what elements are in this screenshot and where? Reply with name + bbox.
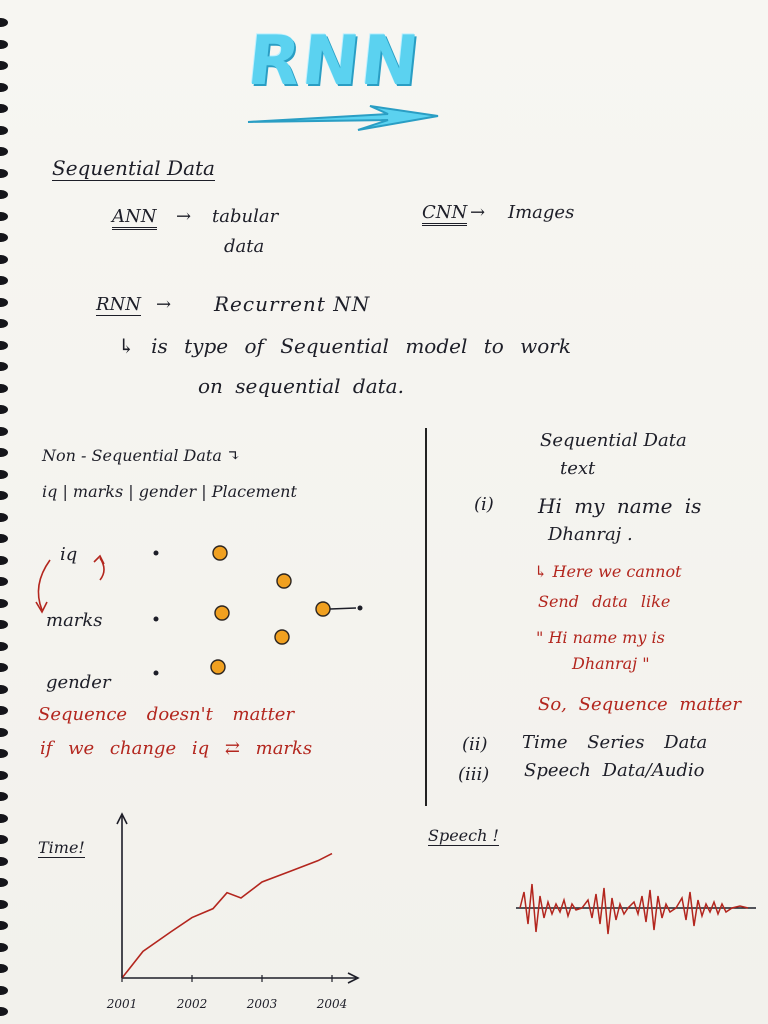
binding-ring (0, 577, 8, 586)
binding-ring (0, 212, 8, 221)
binding-ring (0, 319, 8, 328)
binding-ring (0, 147, 8, 156)
binding-ring (0, 857, 8, 866)
chart-series-line (122, 854, 332, 978)
red-note-line4: Dhanraj " (572, 654, 650, 673)
sequential-heading: Sequential Data (540, 430, 687, 451)
binding-ring (0, 706, 8, 715)
binding-ring (0, 341, 8, 350)
binding-ring (0, 556, 8, 565)
chart-x-tick-label: 2003 (246, 997, 278, 1011)
non-sequential-heading: Non - Sequential Data ↴ (42, 446, 241, 465)
chart-x-tick-label: 2002 (176, 997, 208, 1011)
binding-ring (0, 233, 8, 242)
item3-number: (iii) (458, 764, 490, 785)
binding-ring (0, 964, 8, 973)
row-label-iq: iq (60, 544, 78, 565)
row-label-marks: marks (46, 610, 103, 631)
binding-ring (0, 255, 8, 264)
binding-ring (0, 362, 8, 371)
rnn-definition-line1: ↳ is type of Sequential model to work (118, 334, 571, 358)
binding-ring (0, 943, 8, 952)
binding-ring (0, 534, 8, 543)
time-label: Time! (38, 838, 85, 857)
binding-ring (0, 61, 8, 70)
ann-desc-line2: data (224, 236, 265, 257)
row-label-gender: gender (46, 672, 111, 693)
binding-ring (0, 104, 8, 113)
item1-line2: Dhanraj . (548, 524, 633, 545)
rnn-full-name: Recurrent NN (214, 292, 371, 316)
red-note-line3: " Hi name my is (536, 628, 665, 647)
rnn-label: RNN (96, 294, 142, 315)
ann-desc-line1: tabular (212, 206, 279, 227)
item1-number: (i) (474, 494, 494, 515)
binding-ring (0, 986, 8, 995)
rnn-definition-line2: on sequential data. (198, 374, 404, 398)
binding-ring (0, 513, 8, 522)
non-sequential-columns: iq | marks | gender | Placement (42, 482, 297, 501)
binding-ring (0, 749, 8, 758)
sequential-subheading: text (560, 458, 596, 479)
title-lightning-underline (238, 100, 448, 140)
binding-ring (0, 878, 8, 887)
binding-ring (0, 83, 8, 92)
binding-ring (0, 169, 8, 178)
binding-ring (0, 276, 8, 285)
item1-line1: Hi my name is (538, 494, 702, 518)
binding-ring (0, 126, 8, 135)
binding-ring (0, 900, 8, 909)
binding-ring (0, 685, 8, 694)
item2-text: Time Series Data (522, 732, 708, 753)
cnn-label: CNN (422, 202, 467, 226)
swap-arrows-and-dots (30, 540, 410, 690)
binding-ring (0, 642, 8, 651)
binding-ring (0, 384, 8, 393)
binding-ring (0, 792, 8, 801)
spiral-binding (0, 0, 20, 1024)
chart-x-tick-label: 2004 (316, 997, 348, 1011)
binding-ring (0, 190, 8, 199)
binding-ring (0, 620, 8, 629)
red-note-line2: Send data like (538, 592, 671, 611)
binding-ring (0, 448, 8, 457)
item3-text: Speech Data/Audio (524, 760, 705, 781)
binding-ring (0, 1007, 8, 1016)
binding-ring (0, 40, 8, 49)
binding-ring (0, 814, 8, 823)
binding-ring (0, 921, 8, 930)
chart-x-tick-label: 2001 (106, 997, 138, 1011)
column-divider (425, 428, 427, 806)
binding-ring (0, 427, 8, 436)
ann-arrow: → (176, 206, 192, 227)
cnn-arrow: → (470, 202, 486, 223)
rnn-arrow: → (156, 294, 172, 315)
binding-ring (0, 835, 8, 844)
item2-number: (ii) (462, 734, 488, 755)
binding-ring (0, 298, 8, 307)
red-note-line1: ↳ Here we cannot (534, 562, 682, 581)
binding-ring (0, 771, 8, 780)
binding-ring (0, 470, 8, 479)
time-series-chart (100, 808, 360, 1024)
speech-waveform (512, 874, 760, 946)
binding-ring (0, 18, 8, 27)
binding-ring (0, 491, 8, 500)
red-conclusion: So, Sequence matter (538, 694, 741, 715)
binding-ring (0, 728, 8, 737)
binding-ring (0, 405, 8, 414)
speech-label: Speech ! (428, 826, 499, 845)
ann-label: ANN (112, 206, 157, 230)
cnn-desc: Images (508, 202, 575, 223)
sequence-note-line1: Sequence doesn't matter (38, 704, 295, 725)
binding-ring (0, 663, 8, 672)
page-title: RNN (243, 22, 425, 101)
sequence-note-line2: if we change iq ⇄ marks (40, 738, 313, 759)
binding-ring (0, 599, 8, 608)
section-heading: Sequential Data (52, 156, 215, 180)
